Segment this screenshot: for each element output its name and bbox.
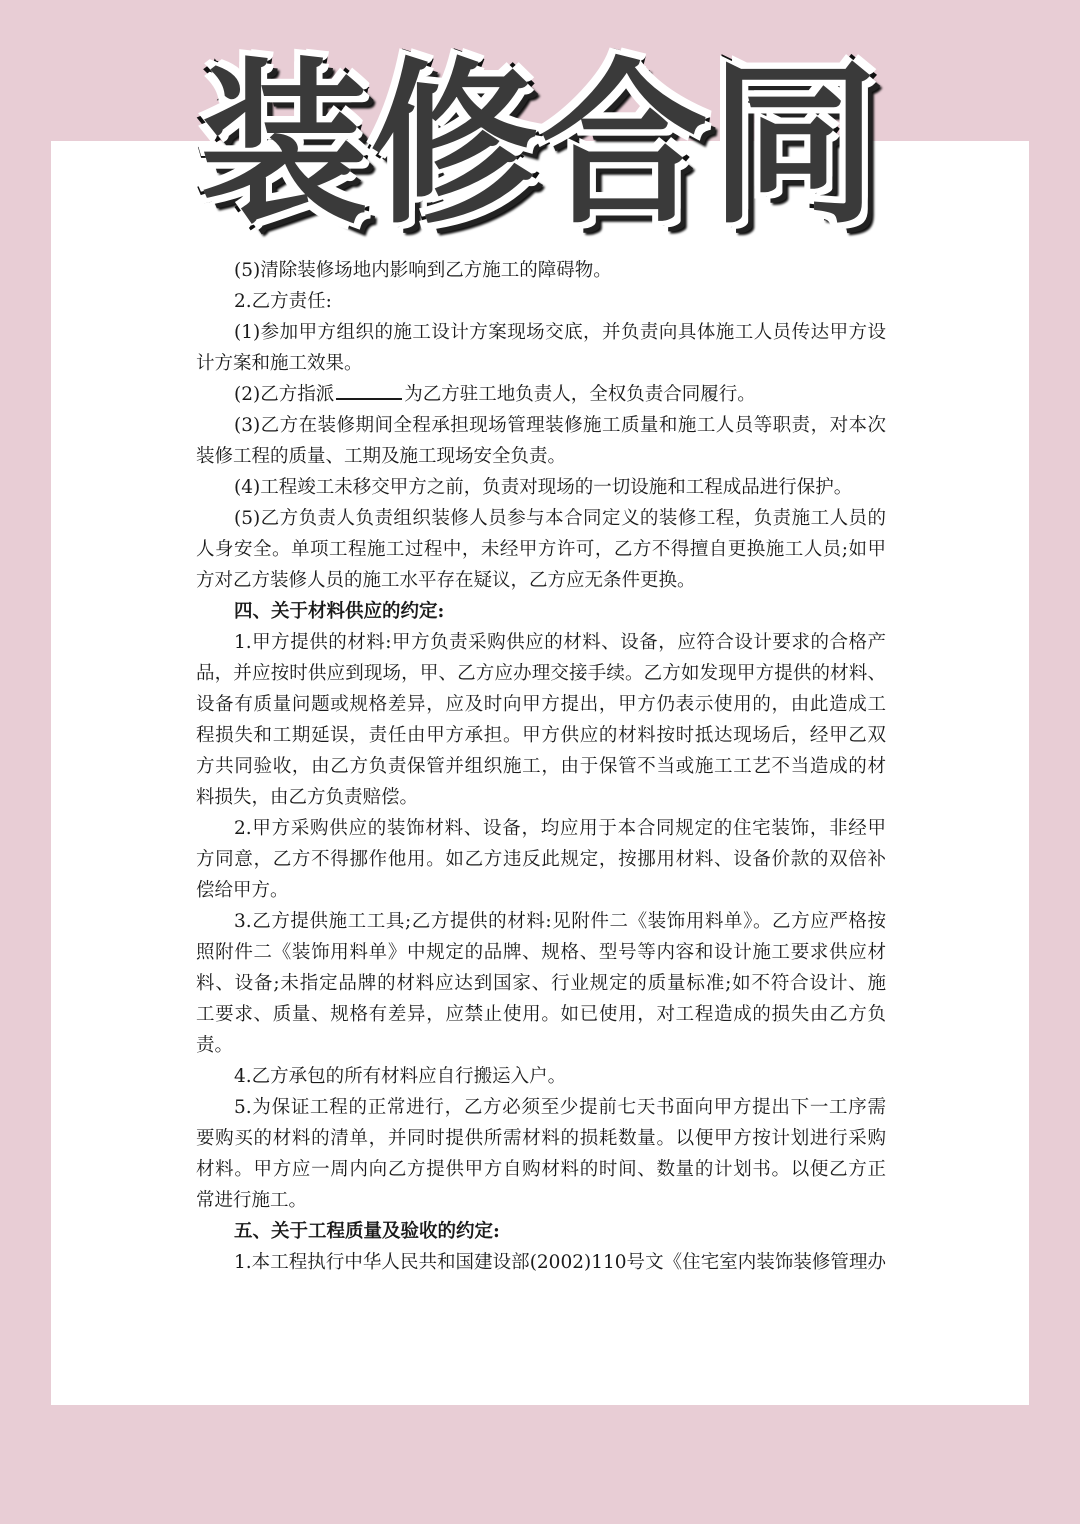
text-line [196, 999, 886, 1030]
text-line [196, 844, 886, 875]
text-line [196, 751, 886, 782]
line-text: 方同意，乙方不得挪作他用。如乙方违反此规定，按挪用材料、设备价款的双倍补 [196, 849, 886, 870]
section-heading [196, 1216, 886, 1247]
line-text: 要购买的材料的清单，并同时提供所需材料的损耗数量。以便甲方按计划进行采购 [196, 1128, 886, 1149]
text-line [196, 1030, 886, 1061]
line-text: 3.乙方提供施工工具;乙方提供的材料:见附件二《装饰用料单》。乙方应严格按 [234, 911, 886, 932]
text-line [196, 255, 886, 286]
text-line [196, 410, 886, 441]
line-text: 常进行施工。 [196, 1190, 308, 1211]
line-text: 品，并应按时供应到现场，甲、乙方应办理交接手续。乙方如发现甲方提供的材料、 [196, 663, 886, 684]
text-line [196, 813, 886, 844]
page-title: 装修合同 [200, 42, 880, 248]
line-text: 1.本工程执行中华人民共和国建设部(2002)110号文《住宅室内装饰装修管理办 [234, 1252, 886, 1273]
line-text: (5)乙方负责人负责组织装修人员参与本合同定义的装修工程，负责施工人员的 [234, 508, 886, 529]
line-text: 方对乙方装修人员的施工水平存在疑议，乙方应无条件更换。 [196, 570, 696, 591]
line-text: 五、关于工程质量及验收的约定: [234, 1221, 500, 1242]
line-text: (2)乙方指派 [234, 384, 335, 405]
line-text: 照附件二《装饰用料单》中规定的品牌、规格、型号等内容和设计施工要求供应材 [196, 942, 886, 963]
text-line [196, 441, 886, 472]
line-text: (1)参加甲方组织的施工设计方案现场交底，并负责向具体施工人员传达甲方设 [234, 322, 886, 343]
text-line [196, 720, 886, 751]
text-line [196, 348, 886, 379]
line-text: (4)工程竣工未移交甲方之前，负责对现场的一切设施和工程成品进行保护。 [234, 477, 853, 498]
line-text: (5)清除装修场地内影响到乙方施工的障碍物。 [234, 260, 612, 281]
text-line [196, 658, 886, 689]
line-text: 5.为保证工程的正常进行，乙方必须至少提前七天书面向甲方提出下一工序需 [234, 1097, 886, 1118]
text-line [196, 286, 886, 317]
line-text: 四、关于材料供应的约定: [234, 601, 445, 622]
text-line [196, 875, 886, 906]
text-line [196, 627, 886, 658]
line-text: 料、设备;未指定品牌的材料应达到国家、行业规定的质量标准;如不符合设计、施 [196, 973, 886, 994]
text-line [196, 1247, 886, 1278]
text-line [196, 1185, 886, 1216]
text-line [196, 968, 886, 999]
line-text: 方共同验收，由乙方负责保管并组织施工，由于保管不当或施工工艺不当造成的材 [196, 756, 886, 777]
title-banner [0, 40, 1080, 270]
text-line [196, 503, 886, 534]
line-text: 料损失，由乙方负责赔偿。 [196, 787, 419, 808]
line-text: (3)乙方在装修期间全程承担现场管理装修施工质量和施工人员等职责，对本次 [234, 415, 886, 436]
text-line [196, 534, 886, 565]
line-text: 1.甲方提供的材料:甲方负责采购供应的材料、设备，应符合设计要求的合格产 [234, 632, 886, 653]
line-text: 设备有质量问题或规格差异，应及时向甲方提出，甲方仍表示使用的，由此造成工 [196, 694, 886, 715]
line-text: 4.乙方承包的所有材料应自行搬运入户。 [234, 1066, 567, 1087]
text-line [196, 1061, 886, 1092]
text-line [196, 1154, 886, 1185]
line-text: 偿给甲方。 [196, 880, 289, 901]
line-text: 人身安全。单项工程施工过程中，未经甲方许可，乙方不得擅自更换施工人员;如甲 [196, 539, 886, 560]
text-line [196, 472, 886, 503]
line-text: 程损失和工期延误，责任由甲方承担。甲方供应的材料按时抵达现场后，经甲乙双 [196, 725, 886, 746]
text-line [196, 1092, 886, 1123]
text-line [196, 317, 886, 348]
text-line [196, 1123, 886, 1154]
text-line [196, 565, 886, 596]
line-text: 责。 [196, 1035, 234, 1056]
text-line [196, 782, 886, 813]
text-line [196, 379, 886, 410]
line-text: 装修工程的质量、工期及施工现场安全负责。 [196, 446, 567, 467]
line-text: 2.乙方责任: [234, 291, 332, 312]
text-line [196, 906, 886, 937]
line-text: 计方案和施工效果。 [196, 353, 363, 374]
fill-in-blank [336, 380, 402, 400]
text-line [196, 689, 886, 720]
line-text: 2.甲方采购供应的装饰材料、设备，均应用于本合同规定的住宅装饰，非经甲 [234, 818, 886, 839]
text-line [196, 937, 886, 968]
line-text: 材料。甲方应一周内向乙方提供甲方自购材料的时间、数量的计划书。以便乙方正 [196, 1159, 886, 1180]
line-text: 工要求、质量、规格有差异，应禁止使用。如已使用，对工程造成的损失由乙方负 [196, 1004, 886, 1025]
section-heading [196, 596, 886, 627]
line-text-after-blank: 为乙方驻工地负责人，全权负责合同履行。 [404, 384, 756, 405]
contract-text [196, 255, 886, 1278]
